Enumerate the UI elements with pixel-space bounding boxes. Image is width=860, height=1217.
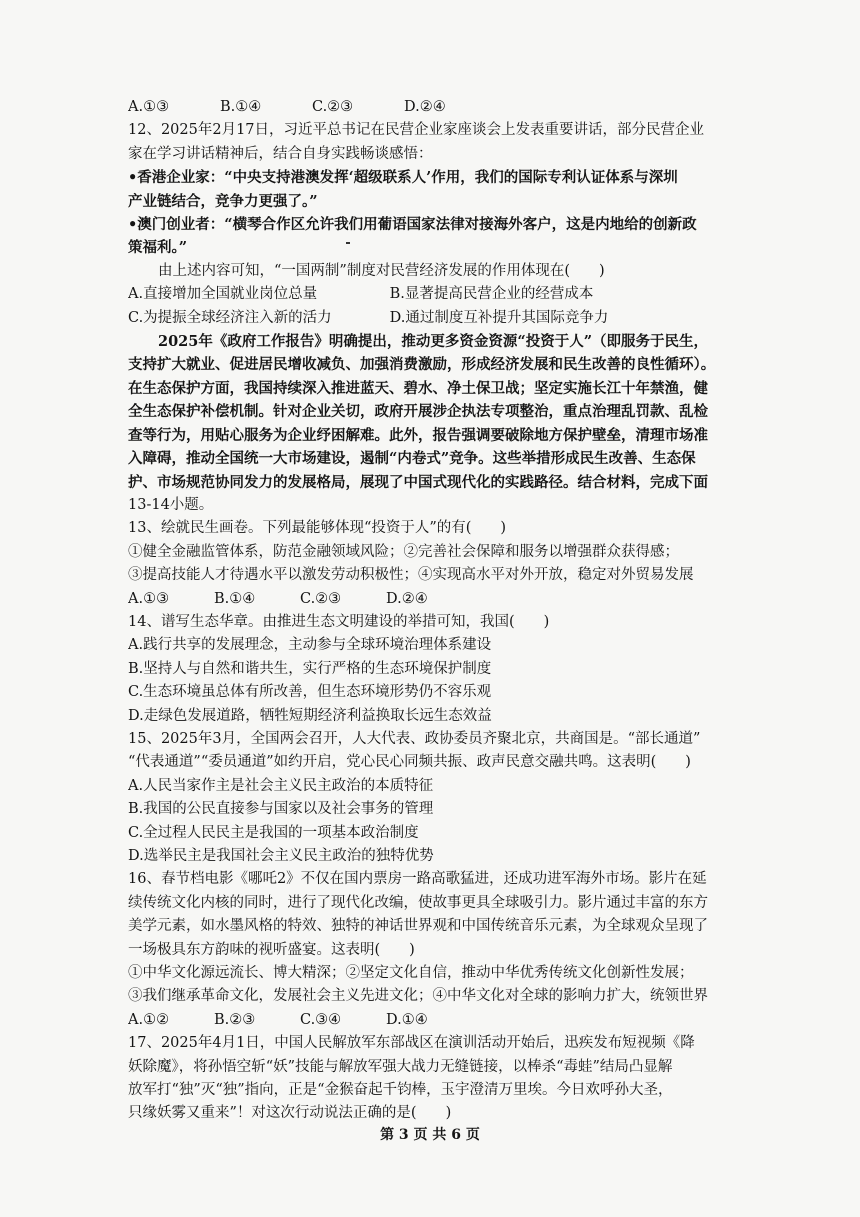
q14-option-a: A.践行共享的发展理念，主动参与全球环境治理体系建设 xyxy=(128,637,492,654)
q13-stem: 13、绘就民生画卷。下列最能够体现“投资于人”的有( ) xyxy=(128,520,507,537)
q13-options xyxy=(128,588,760,611)
q12-question: 由上述内容可知，“一国两制”制度对民营经济发展的作用体现在( ) xyxy=(158,262,605,279)
q12-options-ab: A.直接增加全国就业岗位总量 B.显著提高民营企业的经营成本 xyxy=(128,286,594,303)
material-2: 支持扩大就业、促进居民增收减负、加强消费激励，形成经济发展和民生改善的良性循环）。 xyxy=(128,356,716,374)
q12-stem-2: 家在学习讲话精神后，结合自身实践畅谈感悟： xyxy=(128,145,433,162)
q17-stem-4: 只缘妖雾又重来”！对这次行动说法正确的是( ) xyxy=(128,1105,452,1122)
q12-options-cd: C.为提振全球经济注入新的活力 D.通过制度互补提升其国际竞争力 xyxy=(128,309,609,326)
q15-option-a: A.人民当家作主是社会主义民主政治的本质特征 xyxy=(128,777,434,794)
q17-stem-1: 17、2025年4月1日，中国人民解放军东部战区在演训活动开始后，迅疾发布短视频《降 xyxy=(128,1035,695,1052)
material-1: 2025年《政府工作报告》明确提出，推动更多资金资源“投资于人”（即服务于民生， xyxy=(158,333,709,351)
q16-stem-1: 16、春节档电影《哪吒2》不仅在国内票房一路高歌猛进，还成功进军海外市场。影片在延 xyxy=(128,871,707,888)
q15-option-d: D.选举民主是我国社会主义民主政治的独特优势 xyxy=(128,848,434,864)
option: B.①④ xyxy=(214,590,256,607)
q16-stem-4: 一场极具东方韵味的视听盛宴。这表明( ) xyxy=(128,941,415,958)
q12-quote-2a: •澳门创业者：“横琴合作区允许我们用葡语国家法律对接海外客户，这是内地给的创新政 xyxy=(128,216,697,234)
q16-options xyxy=(128,1009,760,1032)
option: D.②④ xyxy=(386,590,428,607)
q13-items-1: ①健全金融监管体系，防范金融领域风险；②完善社会保障和服务以增强群众获得感； xyxy=(128,543,679,560)
material-6: 入障碍，推动全国统一大市场建设，遏制“内卷式”竞争。这些举措形成民生改善、生态保 xyxy=(128,450,696,468)
page-footer: 第 3 页 共 6 页 xyxy=(380,1127,480,1143)
q14-option-c: C.生态环境虽总体有所改善，但生态环境形势仍不容乐观 xyxy=(128,684,492,701)
scan-speck xyxy=(346,242,350,244)
option: B.②③ xyxy=(214,1011,256,1028)
option: C.③④ xyxy=(300,1011,342,1028)
option: A.①③ xyxy=(128,590,170,607)
q16-items-2: ③我们继承革命文化，发展社会主义先进文化；④中华文化对全球的影响力扩大，统领世界 xyxy=(128,988,708,1005)
q13-items-2: ③提高技能人才待遇水平以激发劳动积极性；④实现高水平对外开放，稳定对外贸易发展 xyxy=(128,567,694,584)
option: A.①③ xyxy=(128,99,170,115)
q15-stem-2: “代表通道”“委员通道”如约开启，党心民心同频共振、政声民意交融共鸣。这表明( ) xyxy=(128,754,691,771)
option: A.①② xyxy=(128,1011,170,1028)
q17-stem-2: 妖除魔》，将孙悟空斩“妖”技能与解放军强大战力无缝链接，以棒杀“毒蛙”结局凸显解 xyxy=(128,1058,673,1075)
option: D.①④ xyxy=(386,1011,428,1028)
material-3: 在生态保护方面，我国持续深入推进蓝天、碧水、净土保卫战；坚定实施长江十年禁渔，健 xyxy=(128,379,708,397)
q14-option-d: D.走绿色发展道路，牺牲短期经济利益换取长远生态效益 xyxy=(128,707,492,724)
q16-stem-3: 美学元素，如水墨风格的特效、独特的神话世界观和中国传统音乐元素，为全球观众呈现了 xyxy=(128,918,708,935)
q14-stem: 14、谱写生态华章。由推进生态文明建设的举措可知，我国( ) xyxy=(128,613,550,630)
q16-items-1: ①中华文化源远流长、博大精深；②坚定文化自信，推动中华优秀传统文化创新性发展； xyxy=(128,965,694,982)
option: C.②③ xyxy=(300,590,342,607)
q12-stem-1: 12、2025年2月17日，习近平总书记在民营企业家座谈会上发表重要讲话，部分民营企业 xyxy=(128,122,705,139)
material-8: 13-14小题。 xyxy=(128,496,214,513)
option: D.②④ xyxy=(404,99,446,115)
q12-quote-1a: •香港企业家：“中央支持港澳发挥‘超级联系人’作用，我们的国际专利认证体系与深圳 xyxy=(128,169,678,187)
material-5: 查等行为，用贴心服务为企业纾困解难。此外，报告强调要破除地方保护壁垒，清理市场准 xyxy=(128,426,708,444)
material-4: 全生态保护补偿机制。针对企业关切，政府开展涉企执法专项整治，重点治理乱罚款、乱检 xyxy=(128,403,708,421)
q12-quote-2b: 策福利。” xyxy=(128,239,188,257)
q16-stem-2: 续传统文化内核的同时，进行了现代化改编，使故事更具全球吸引力。影片通过丰富的东方 xyxy=(128,894,708,911)
q11-options xyxy=(128,96,760,119)
q15-stem-1: 15、2025年3月，全国两会召开，人大代表、政协委员齐聚北京，共商国是。“部长通道” xyxy=(128,730,701,747)
q15-option-c: C.全过程人民民主是我国的一项基本政治制度 xyxy=(128,824,419,841)
option: B.①④ xyxy=(220,99,262,115)
material-7: 护、市场规范协同发力的发展格局，展现了中国式现代化的实践路径。结合材料，完成下面 xyxy=(128,473,708,491)
q12-quote-1b: 产业链结合，竞争力更强了。” xyxy=(128,192,318,210)
q14-option-b: B.坚持人与自然和谐共生，实行严格的生态环境保护制度 xyxy=(128,660,492,677)
q15-option-b: B.我国的公民直接参与国家以及社会事务的管理 xyxy=(128,801,434,818)
option: C.②③ xyxy=(312,99,354,115)
q17-stem-3: 放军打“独”灭“独”指向，正是“金猴奋起千钧棒，玉宇澄清万里埃。今日欢呼孙大圣， xyxy=(128,1082,673,1099)
